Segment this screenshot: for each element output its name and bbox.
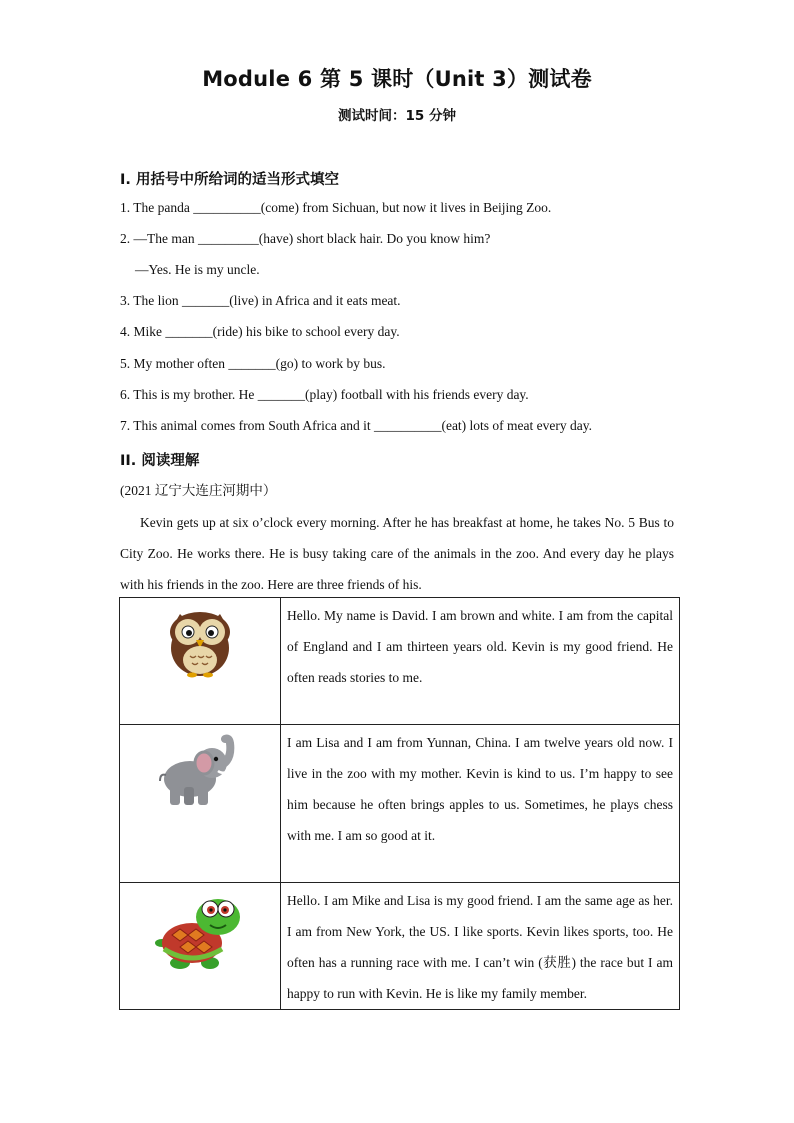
question-4: 4. Mike _______(ride) his bike to school every day. bbox=[120, 324, 400, 339]
question-1: 1. The panda __________(come) from Sichuan, but now it lives in Beijing Zoo. bbox=[120, 200, 552, 215]
question-5: 5. My mother often _______(go) to work by bus. bbox=[120, 356, 386, 371]
question-3: 3. The lion _______(live) in Africa and it eats meat. bbox=[120, 293, 401, 308]
picture-cell bbox=[120, 598, 281, 725]
table-row bbox=[120, 883, 680, 1010]
source-note: (2021 辽宁大连庄河期中） bbox=[120, 483, 277, 498]
picture-cell bbox=[120, 725, 281, 883]
question-7: 7. This animal comes from South Africa and it __________(eat) lots of meat every day. bbox=[120, 418, 593, 433]
text-cell: Hello. I am Mike and Lisa is my good friend. I am the same age as her. I am from New York, the US. I like sports. Kevin likes sports, too. He often has a running race with me. I can’t win (获胜) the race but I am happy to run with Kevin. He is like my family member. bbox=[281, 883, 680, 1010]
table-row bbox=[120, 725, 680, 883]
turtle-icon bbox=[154, 891, 246, 975]
passage-text: Kevin gets up at six o’clock every morning. After he has breakfast at home, he takes No. 5 Bus to City Zoo. He works there. He is busy taking care of the animals in the zoo. And every day he plays with his friends in the zoo. Here are three friends of his. bbox=[120, 515, 674, 592]
page-title: Module 6 第 5 课时（Unit 3）测试卷 bbox=[202, 67, 592, 91]
question-2: 2. —The man _________(have) short black hair. Do you know him? bbox=[120, 231, 491, 246]
reading-passage bbox=[120, 507, 674, 600]
table-row bbox=[120, 598, 680, 725]
question-6: 6. This is my brother. He _______(play) football with his friends every day. bbox=[120, 387, 529, 402]
owl-icon bbox=[162, 604, 238, 678]
animal-table bbox=[119, 597, 680, 1010]
section-2-heading: II. 阅读理解 bbox=[120, 453, 200, 469]
elephant-icon bbox=[158, 729, 236, 809]
picture-cell bbox=[120, 883, 281, 1010]
text-cell: Hello. My name is David. I am brown and white. I am from the capital of England and I am thirteen years old. Kevin is my good friend. He often reads stories to me. bbox=[281, 598, 680, 725]
question-2-answer: —Yes. He is my uncle. bbox=[135, 262, 260, 277]
section-1-heading: Ⅰ. 用括号中所给词的适当形式填空 bbox=[120, 172, 339, 188]
text-cell: I am Lisa and I am from Yunnan, China. I am twelve years old now. I live in the zoo with my mother. Kevin is kind to us. I’m happy to see him because he often brings apples to us. Sometimes, he plays chess with me. I am so good at it. bbox=[281, 725, 680, 883]
test-duration: 测试时间：15 分钟 bbox=[338, 108, 456, 124]
